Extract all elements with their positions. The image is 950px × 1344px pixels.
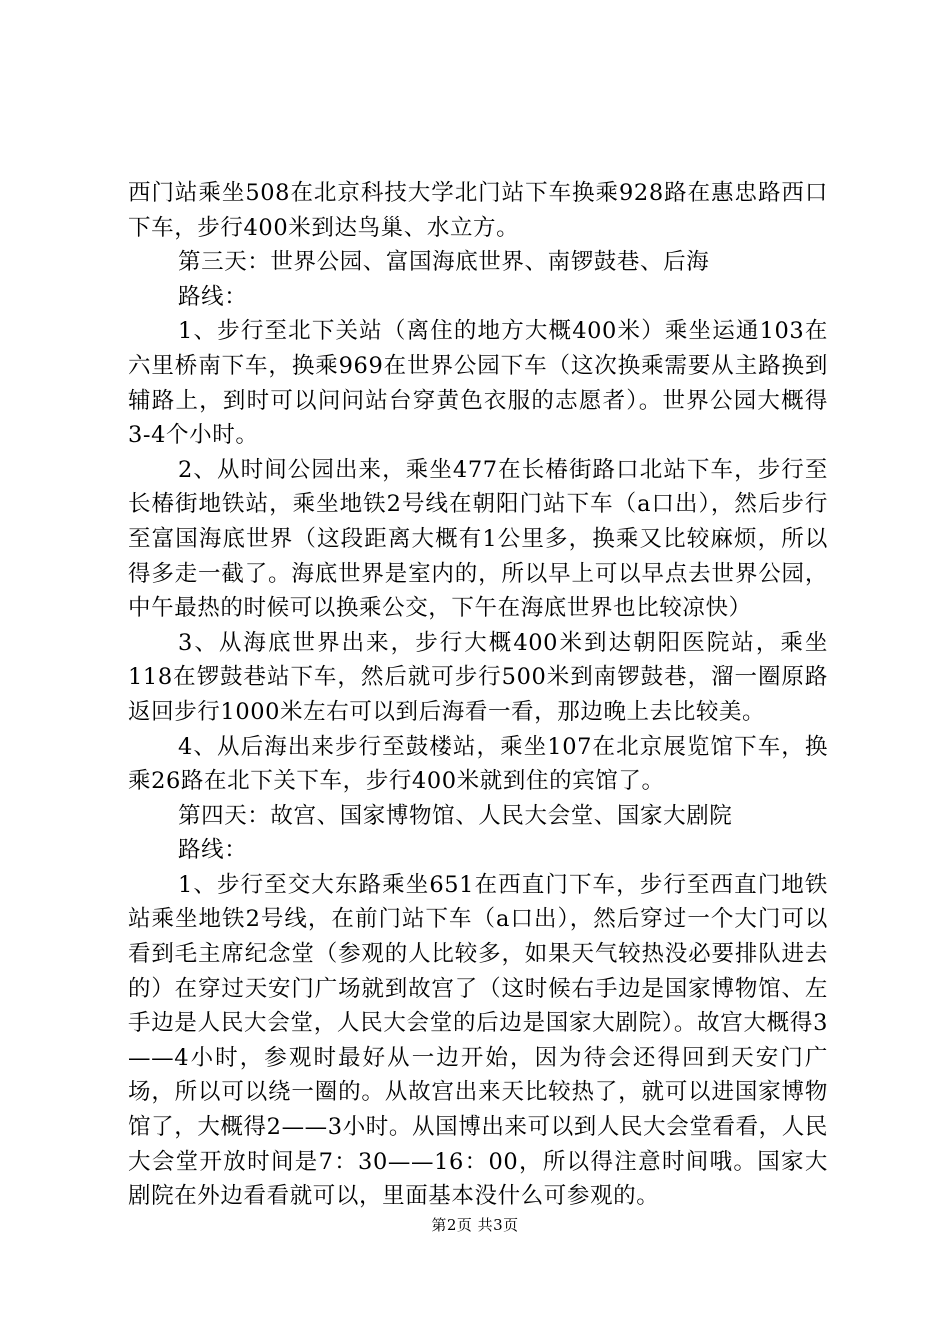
- route-step: 2、从时间公园出来，乘坐477在长椿街路口北站下车，步行至长椿街地铁站，乘坐地铁2号线在朝阳门站下车（a口出），然后步行至富国海底世界（这段距离大概有1公里多，换乘又比较麻烦，所以得多走一截了。海底世界是室内的，所以早上可以早点去世界公园，中午最热的时候可以换乘公交，下午在海底世界也比较凉快）: [128, 456, 828, 622]
- page-number-footer: 第2页 共3页: [431, 1216, 519, 1234]
- document-body: [128, 176, 828, 1214]
- route-step: 1、步行至北下关站（离住的地方大概400米）乘坐运通103在六里桥南下车，换乘969在世界公园下车（这次换乘需要从主路换到辅路上，到时可以问问站台穿黄色衣服的志愿者）。世界公园大概得3-4个小时。: [128, 318, 828, 449]
- paragraph-continuation: 西门站乘坐508在北京科技大学北门站下车换乘928路在惠忠路西口下车，步行400米到达鸟巢、水立方。: [128, 180, 828, 241]
- route-step: 4、从后海出来步行至鼓楼站，乘坐107在北京展览馆下车，换乘26路在北下关下车，步行400米就到住的宾馆了。: [128, 733, 828, 795]
- day-four-heading: 第四天：故宫、国家博物馆、人民大会堂、国家大剧院: [178, 802, 733, 829]
- route-step: 1、步行至交大东路乘坐651在西直门下车，步行至西直门地铁站乘坐地铁2号线，在前门站下车（a口出），然后穿过一个大门可以看到毛主席纪念堂（参观的人比较多，如果天气较热没必要排队进去的）在穿过天安门广场就到故宫了（这时候右手边是国家博物馆、左手边是人民大会堂，人民大会堂的后边是国家大剧院）。故宫大概得3——4小时，参观时最好从一边开始，因为待会还得回到天安门广场，所以可以绕一圈的。从故宫出来天比较热了，就可以进国家博物馆了，大概得2——3小时。从国博出来可以到人民大会堂看看，人民大会堂开放时间是7：30——16：00，所以得注意时间哦。国家大剧院在外边看看就可以，里面基本没什么可参观的。: [128, 871, 828, 1210]
- route-label: 路线：: [178, 837, 248, 864]
- route-label: 路线：: [178, 283, 248, 310]
- route-step: 3、从海底世界出来，步行大概400米到达朝阳医院站，乘坐118在锣鼓巷站下车，然后就可步行500米到南锣鼓巷，溜一圈原路返回步行1000米左右可以到后海看一看，那边晚上去比较美。: [128, 629, 828, 725]
- day-three-heading: 第三天：世界公园、富国海底世界、南锣鼓巷、后海: [178, 249, 710, 276]
